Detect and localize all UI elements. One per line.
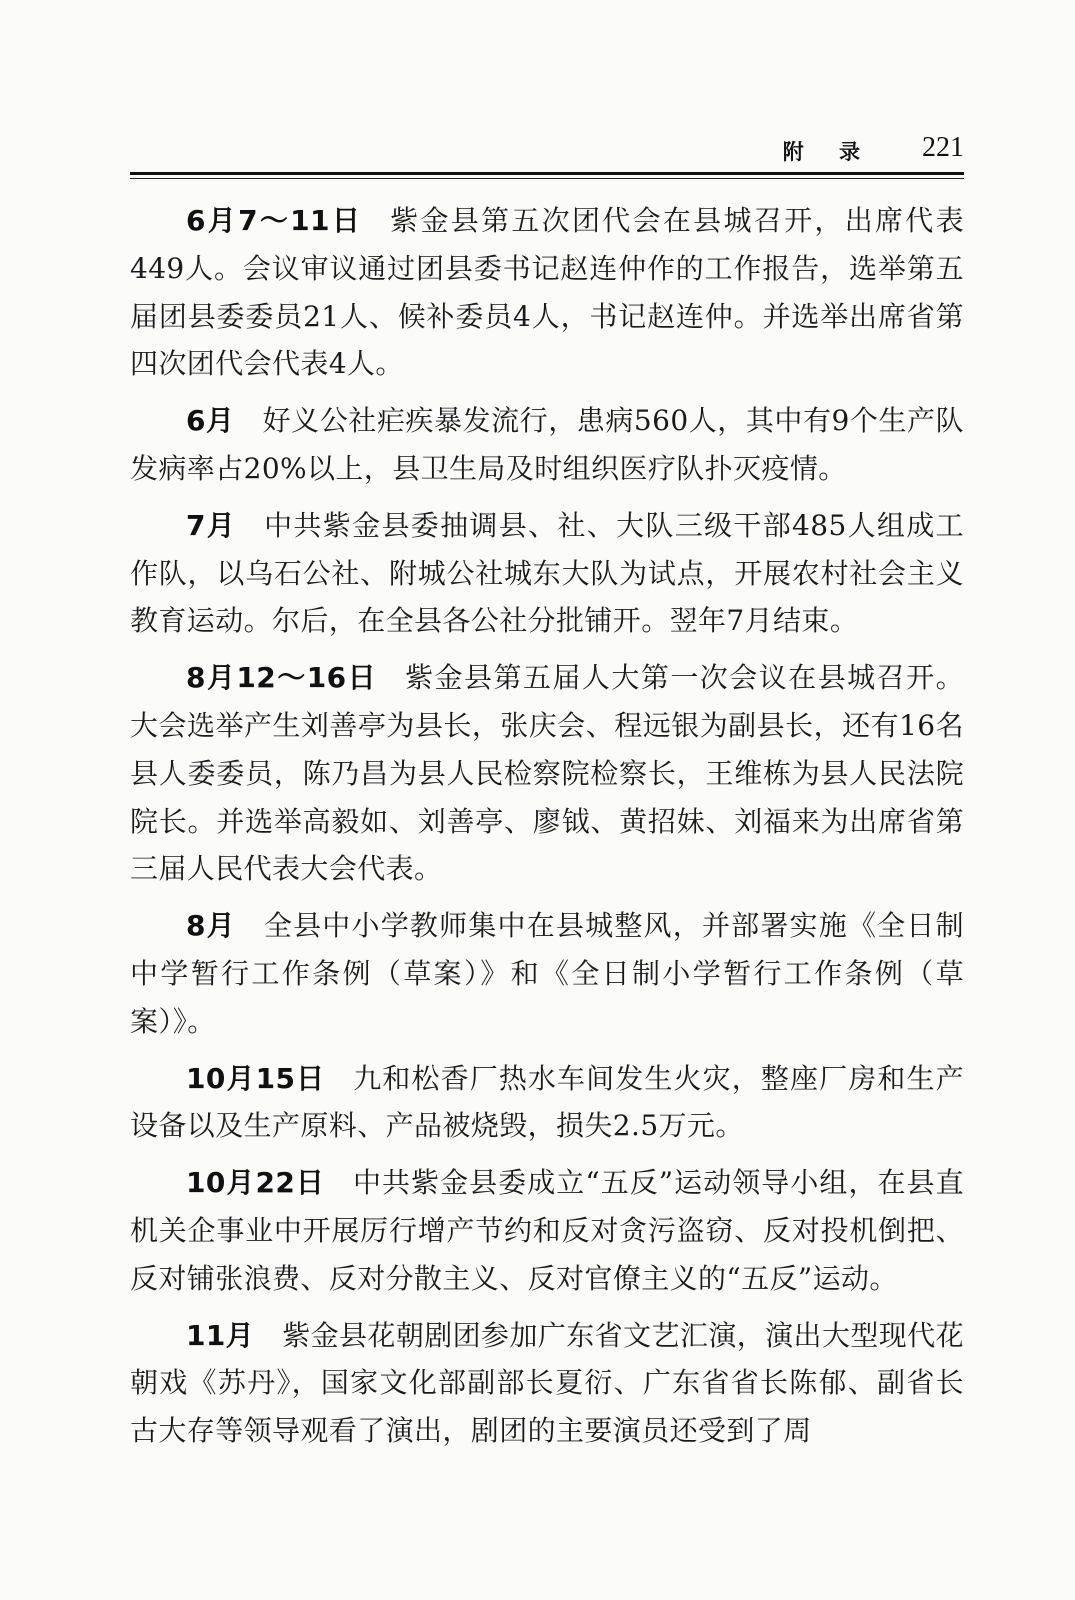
- entry-text: 九和松香厂热水车间发生火灾，整座厂房和生产设备以及生产原料、产品被烧毁，损失2.5万元。: [130, 1061, 964, 1143]
- entry-text: 中共紫金县委抽调县、社、大队三级干部485人组成工作队，以乌石公社、附城公社城东大队为试点，开展农村社会主义教育运动。尔后，在全县各公社分批铺开。翌年7月结束。: [130, 508, 964, 638]
- chronicle-entry: [130, 197, 964, 388]
- page-number: 221: [922, 132, 964, 163]
- header-rule-thin: [130, 178, 964, 179]
- entry-text: 紫金县第五届人大第一次会议在县城召开。大会选举产生刘善亭为县长，张庆会、程远银为副县长，还有16名县人委委员，陈乃昌为县人民检察院检察长，王维栋为县人民法院院长。并选举高毅如、刘善亭、廖钺、黄招妹、刘福来为出席省第三届人民代表大会代表。: [130, 661, 964, 886]
- entry-text: 全县中小学教师集中在县城整风，并部署实施《全日制中学暂行工作条例（草案）》和《全日制小学暂行工作条例（草案）》。: [130, 909, 964, 1038]
- entry-text: 好义公社疟疾暴发流行，患病560人，其中有9个生产队发病率占20%以上，县卫生局及时组织医疗队扑灭疫情。: [130, 404, 964, 485]
- entry-date: 7月: [186, 508, 237, 542]
- entry-date: 10月15日: [186, 1061, 326, 1095]
- entry-text: 紫金县第五次团代会在县城召开，出席代表449人。会议审议通过团县委书记赵连仲作的工作报告，选举第五届团县委委员21人、候补委员4人，书记赵连仲。并选举出席省第四次团代会代表4人。: [130, 204, 965, 381]
- entry-date: 8月12～16日: [186, 661, 378, 695]
- chronicle-entry: [130, 502, 964, 645]
- chronicle-entry: [130, 1055, 964, 1151]
- entry-date: 11月: [186, 1318, 255, 1352]
- chronicle-entry: [130, 1312, 964, 1455]
- entry-date: 6月: [186, 404, 235, 438]
- running-header: [130, 128, 964, 168]
- chronicle-entry: [130, 902, 964, 1045]
- chronicle-entry: [130, 654, 964, 893]
- header-rule-thick: [130, 172, 964, 175]
- chronicle-body: [130, 197, 964, 1464]
- entry-date: 8月: [186, 909, 236, 943]
- entry-text: 中共紫金县委成立“五反”运动领导小组，在县直机关企事业中开展厉行增产节约和反对贪污盗窃、反对投机倒把、反对铺张浪费、反对分散主义、反对官僚主义的“五反”运动。: [130, 1166, 964, 1295]
- header-section-title: 附 录: [782, 139, 874, 164]
- entry-date: 6月7～11日: [186, 204, 363, 237]
- chronicle-entry: [130, 1159, 964, 1302]
- chronicle-entry: [130, 397, 964, 493]
- entry-text: 紫金县花朝剧团参加广东省文艺汇演，演出大型现代花朝戏《苏丹》，国家文化部副部长夏衍、广东省省长陈郁、副省长古大存等领导观看了演出，剧团的主要演员还受到了周: [130, 1318, 964, 1448]
- entry-date: 10月22日: [186, 1166, 325, 1200]
